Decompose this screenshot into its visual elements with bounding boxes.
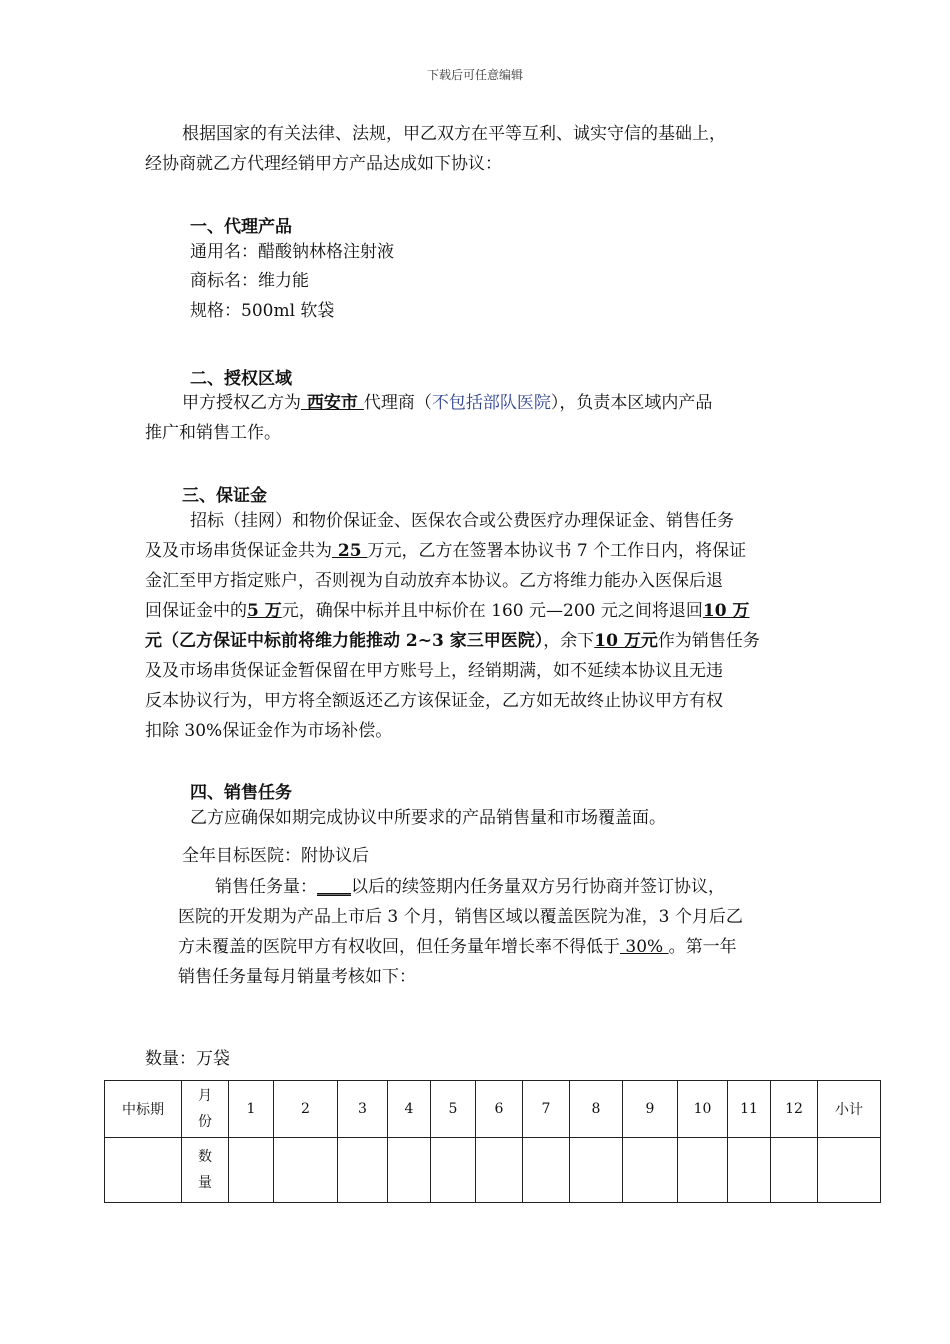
empty-cell xyxy=(105,1138,182,1203)
retained-amount: 10 万 xyxy=(594,631,641,651)
bid-period-header: 中标期 xyxy=(105,1081,182,1138)
month-cell: 11 xyxy=(728,1081,771,1138)
sales-line-6: 销售任务量每月销量考核如下： xyxy=(178,967,416,987)
quantity-cell[interactable] xyxy=(229,1138,274,1203)
sales-blank: ____ xyxy=(317,877,351,897)
month-cell: 12 xyxy=(771,1081,818,1138)
sales-text-c: 方未覆盖的医院甲方有权收回，但任务量年增长率不得低于 xyxy=(178,937,620,957)
quantity-cell[interactable] xyxy=(338,1138,388,1203)
hospital-condition: 元（乙方保证中标前将维力能推动 2~3 家三甲医院） xyxy=(145,631,544,651)
section-1-title: 一、代理产品 xyxy=(190,217,292,237)
month-cell: 3 xyxy=(338,1081,388,1138)
authorization-line-2: 推广和销售工作。 xyxy=(145,423,281,443)
sales-text-b: 以后的续签期内任务量双方另行协商并签订协议， xyxy=(351,877,725,897)
month-cell: 8 xyxy=(570,1081,623,1138)
monthly-target-table xyxy=(104,1080,881,1203)
intro-line-1: 根据国家的有关法律、法规，甲乙双方在平等互利、诚实守信的基础上， xyxy=(182,124,726,144)
page-header: 下载后可任意编辑 xyxy=(426,68,523,82)
deposit-line-1: 招标（挂网）和物价保证金、医保农合或公费医疗办理保证金、销售任务 xyxy=(190,511,734,531)
intro-line-2: 经协商就乙方代理经销甲方产品达成如下协议： xyxy=(145,154,502,174)
quantity-label: 数量 xyxy=(198,1149,212,1191)
subtotal-header: 小计 xyxy=(818,1081,881,1138)
refund-amount-1: 5 万 xyxy=(247,601,282,621)
deposit-line-5 xyxy=(145,626,760,656)
quantity-label-cell xyxy=(182,1138,229,1203)
auth-text-b: 代理商（ xyxy=(363,393,432,413)
deposit-text-a: 及及市场串货保证金共为 xyxy=(145,541,332,561)
authorized-city: 西安市 xyxy=(301,393,364,413)
quantity-cell[interactable] xyxy=(388,1138,431,1203)
quantity-cell[interactable] xyxy=(523,1138,570,1203)
auth-text-c: ），负责本区域内产品 xyxy=(550,393,713,413)
quantity-cell[interactable] xyxy=(476,1138,523,1203)
month-cell: 4 xyxy=(388,1081,431,1138)
brand-name: 商标名：维力能 xyxy=(190,271,309,291)
sales-line-4: 医院的开发期为产品上市后 3 个月，销售区域以覆盖医院为准，3 个月后乙 xyxy=(178,907,743,927)
month-cell: 5 xyxy=(431,1081,476,1138)
unit-label: 数量：万袋 xyxy=(145,1049,230,1069)
month-cell: 1 xyxy=(229,1081,274,1138)
quantity-cell[interactable] xyxy=(570,1138,623,1203)
deposit-total: 25 xyxy=(332,541,368,561)
auth-text-a: 甲方授权乙方为 xyxy=(182,393,301,413)
month-cell: 6 xyxy=(476,1081,523,1138)
section-3-title: 三、保证金 xyxy=(182,486,267,506)
deposit-line-4 xyxy=(145,596,749,626)
deposit-text-e: ，余下 xyxy=(543,631,595,651)
deposit-line-6: 及及市场串货保证金暂保留在甲方账号上，经销期满，如不延续本协议且无违 xyxy=(145,661,723,681)
month-label: 月份 xyxy=(198,1088,212,1130)
quantity-row xyxy=(105,1138,881,1203)
growth-rate: 30% xyxy=(620,937,669,957)
subtotal-cell[interactable] xyxy=(818,1138,881,1203)
deposit-line-8: 扣除 30%保证金作为市场补偿。 xyxy=(145,721,393,741)
generic-name: 通用名：醋酸钠林格注射液 xyxy=(190,242,394,262)
refund-amount-2: 10 万 xyxy=(702,601,750,621)
month-cell: 9 xyxy=(623,1081,678,1138)
section-4-title: 四、销售任务 xyxy=(190,783,292,803)
quantity-cell[interactable] xyxy=(728,1138,771,1203)
exclusion-note: 不包括部队医院 xyxy=(431,393,551,413)
month-label-cell xyxy=(182,1081,229,1138)
spec: 规格：500ml 软袋 xyxy=(190,301,335,321)
month-cell: 10 xyxy=(678,1081,728,1138)
quantity-cell[interactable] xyxy=(678,1138,728,1203)
retained-unit: 元 xyxy=(640,631,658,651)
table-header-row xyxy=(105,1081,881,1138)
sales-text-d: 。第一年 xyxy=(668,937,737,957)
sales-line-3 xyxy=(215,872,725,902)
deposit-text-b: 万元，乙方在签署本协议书 7 个工作日内，将保证 xyxy=(367,541,747,561)
target-hospitals: 全年目标医院：附协议后 xyxy=(182,846,369,866)
month-cell: 2 xyxy=(274,1081,338,1138)
authorization-line-1 xyxy=(182,388,712,418)
quantity-cell[interactable] xyxy=(274,1138,338,1203)
deposit-line-7: 反本协议行为，甲方将全额返还乙方该保证金，乙方如无故终止协议甲方有权 xyxy=(145,691,723,711)
deposit-text-c: 回保证金中的 xyxy=(145,601,247,621)
month-cell: 7 xyxy=(523,1081,570,1138)
deposit-line-2 xyxy=(145,536,746,566)
deposit-line-3: 金汇至甲方指定账户，否则视为自动放弃本协议。乙方将维力能办入医保后退 xyxy=(145,571,723,591)
quantity-cell[interactable] xyxy=(431,1138,476,1203)
sales-line-5 xyxy=(178,932,737,962)
quantity-cell[interactable] xyxy=(623,1138,678,1203)
sales-line-1: 乙方应确保如期完成协议中所要求的产品销售量和市场覆盖面。 xyxy=(190,808,666,828)
section-2-title: 二、授权区域 xyxy=(190,369,292,389)
deposit-text-f: 作为销售任务 xyxy=(657,631,760,651)
quantity-cell[interactable] xyxy=(771,1138,818,1203)
sales-text-a: 销售任务量： xyxy=(215,877,317,897)
deposit-text-d: 元，确保中标并且中标价在 160 元—200 元之间将退回 xyxy=(281,601,703,621)
